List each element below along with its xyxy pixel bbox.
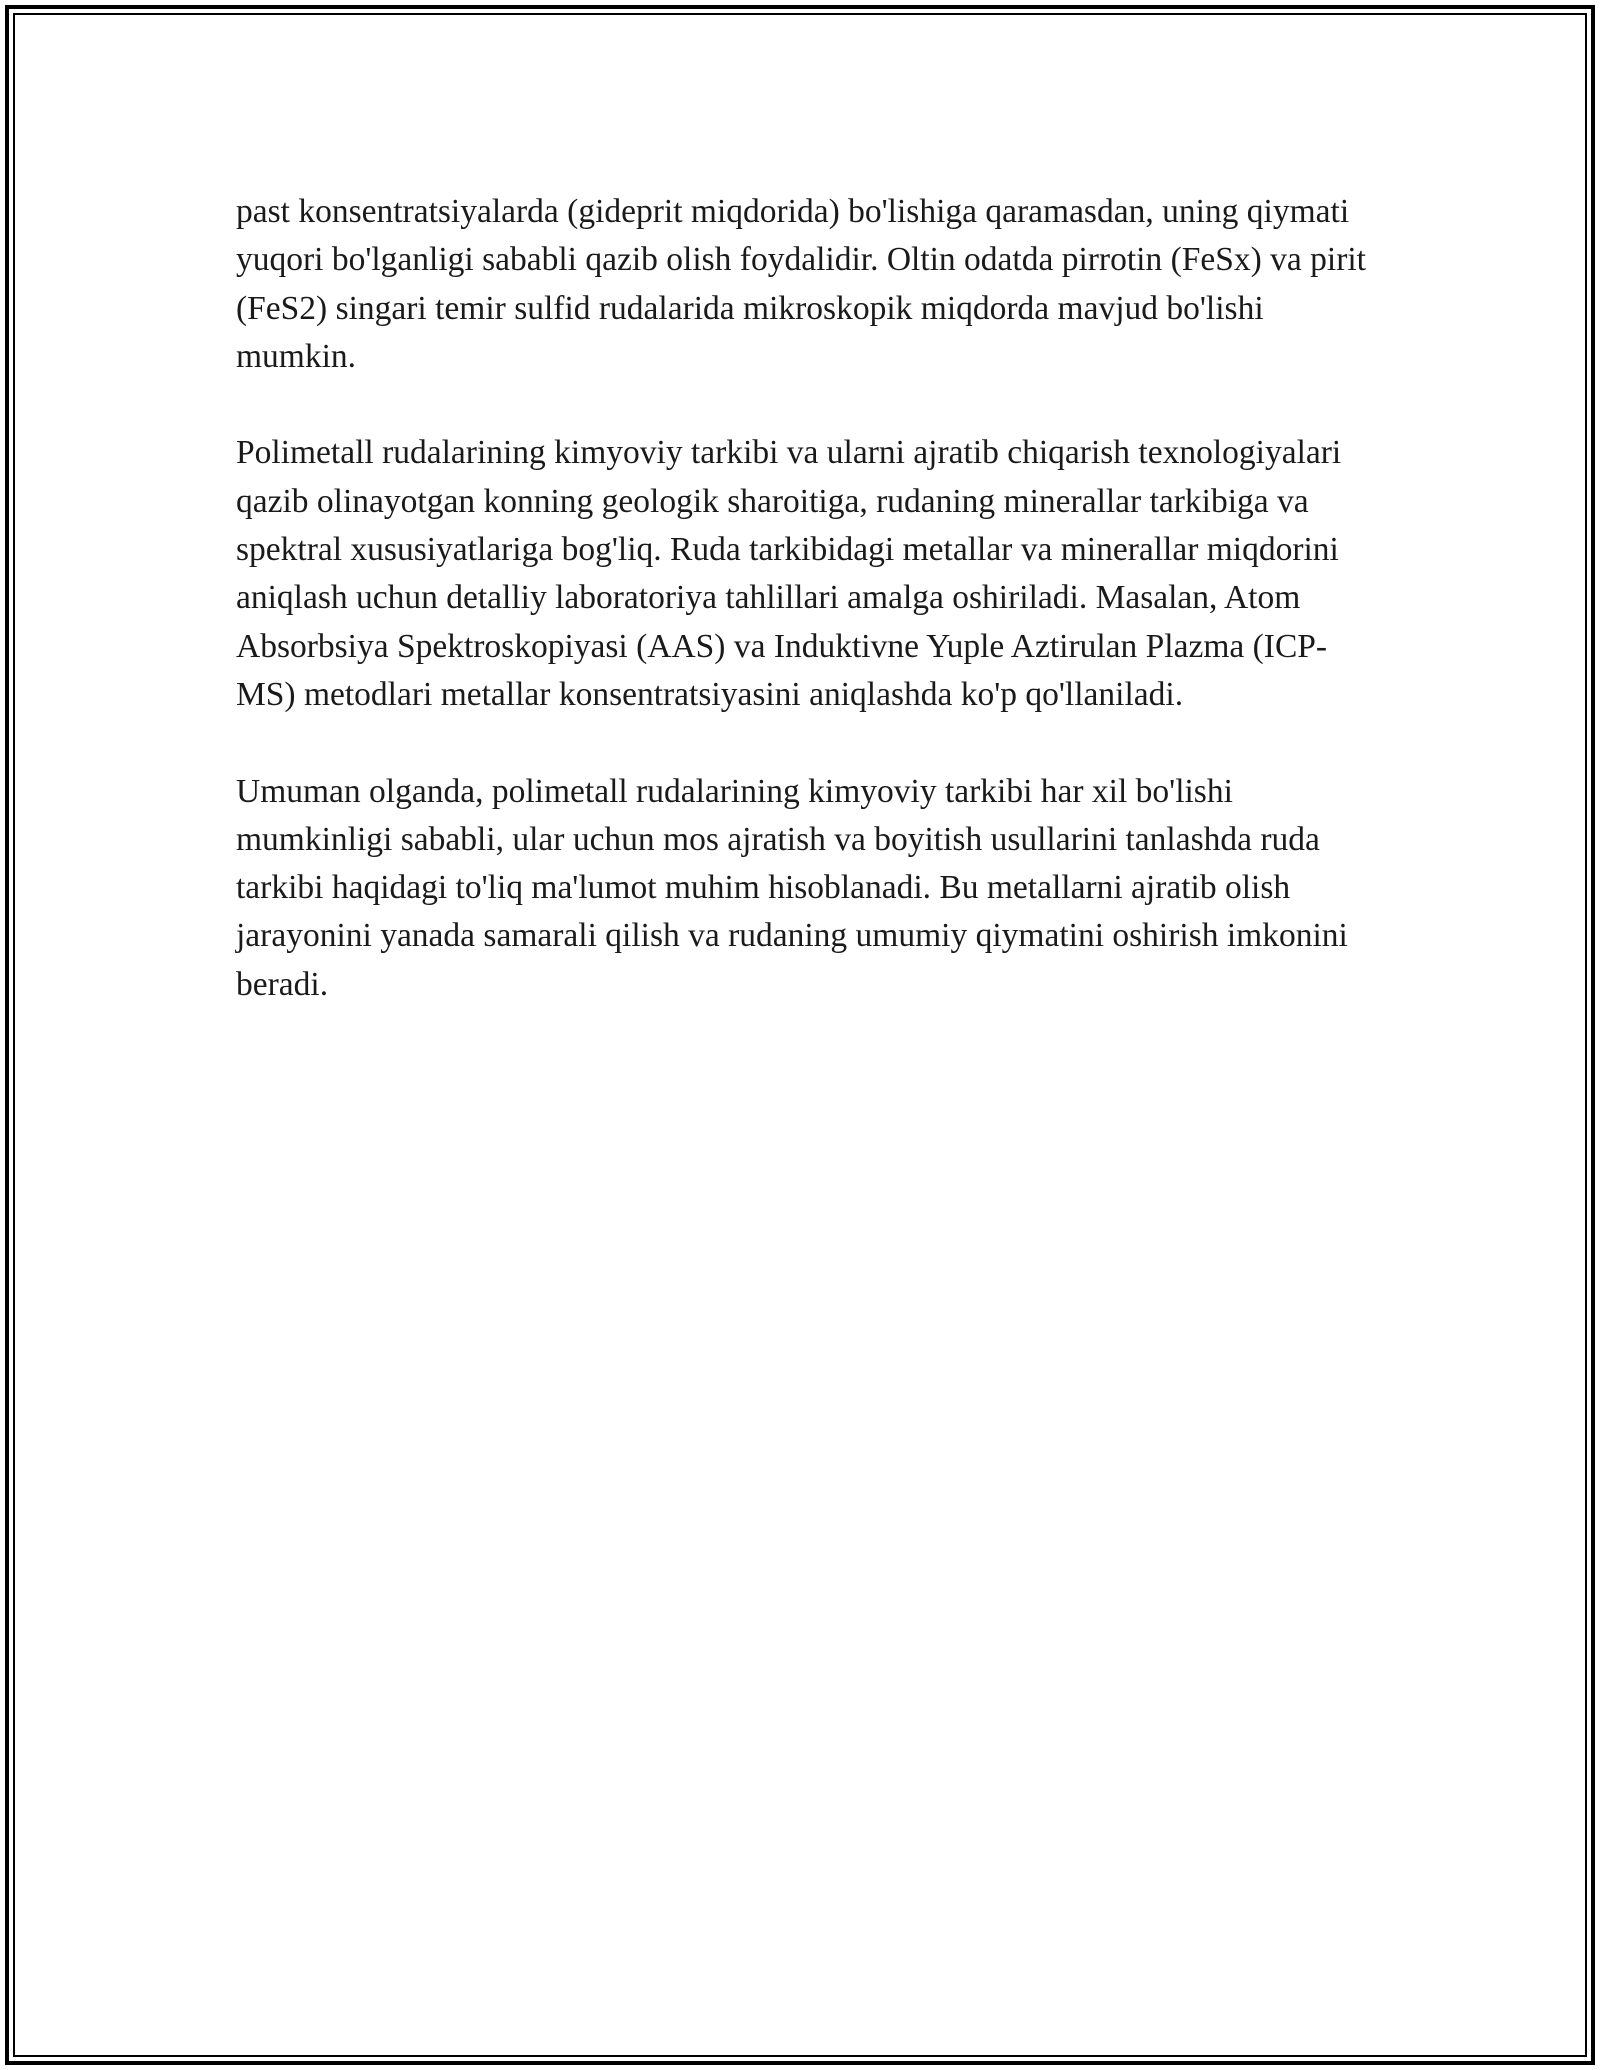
paragraph-3: Umuman olganda, polimetall rudalarining kimyoviy tarkibi har xil bo'lishi mumkinligi sababli, ular uchun mos ajratish va boyitish usullarini tanlashda ruda tarkibi haqidagi to'liq ma'lumot muhim hisoblanadi. Bu metallarni ajratib olish jarayonini yanada samarali qilish va rudaning umumiy qiymatini oshirish imkonini beradi. [236,772,1348,1003]
paragraph-1: past konsentratsiyalarda (gideprit miqdorida) bo'lishiga qaramasdan, uning qiymati yuqori bo'lganligi sababli qazib olish foydalidir. Oltin odatda pirrotin (FeSx) va pirit (FeS2) singari temir sulfid rudalarida mikroskopik miqdorda mavjud bo'lishi mumkin. [236,193,1366,375]
document-body [236,188,1386,1057]
paragraph-2: Polimetall rudalarining kimyoviy tarkibi va ularni ajratib chiqarish texnologiyalari qazib olinayotgan konning geologik sharoitiga, rudaning minerallar tarkibiga va spektral xususiyatlariga bog'liq. Ruda tarkibidagi metallar va minerallar miqdorini aniqlash uchun detalliy laboratoriya tahlillari amalga oshiriladi. Masalan, Atom Absorbsiya Spektroskopiyasi (AAS) va Induktivne Yuple Aztirulan Plazma (ICP-MS) metodlari metallar konsentratsiyasini aniqlashda ko'p qo'llaniladi. [236,434,1342,713]
